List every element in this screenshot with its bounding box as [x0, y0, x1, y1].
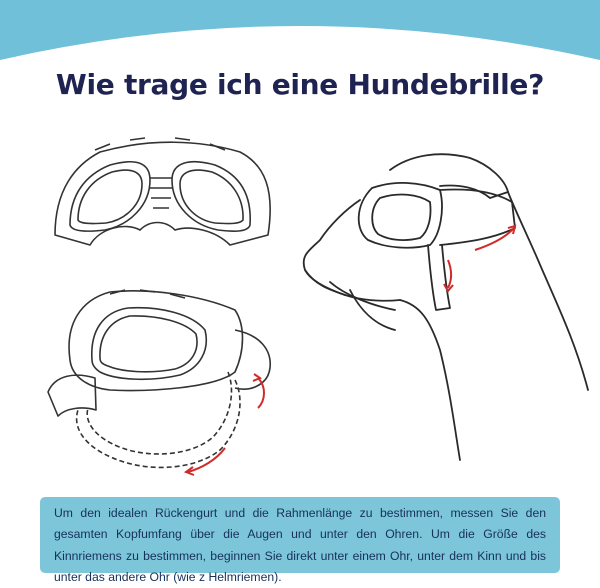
dog-strap-arrows	[444, 226, 515, 291]
goggles-side-drawing	[48, 290, 270, 467]
info-text: Um den idealen Rückengurt und die Rahmenlänge zu bestimmen, messen Sie den gesamten Kopfumfang über die Augen und unter den Ohren. Um die Größe des Kinnriemens zu bestimmen, beginnen Sie direkt unter einem Ohr, unter dem Kinn und bis unter das andere Ohr (wie z Helmriemen).	[54, 506, 546, 584]
top-wave-band	[0, 0, 600, 62]
info-box	[40, 497, 560, 584]
illustration-area	[0, 110, 600, 490]
strap-adjust-arrows	[186, 374, 264, 475]
goggles-front-drawing	[55, 138, 270, 245]
dog-wearing-goggles-drawing	[304, 154, 588, 460]
page-title: Wie trage ich eine Hundebrille?	[55, 68, 545, 101]
